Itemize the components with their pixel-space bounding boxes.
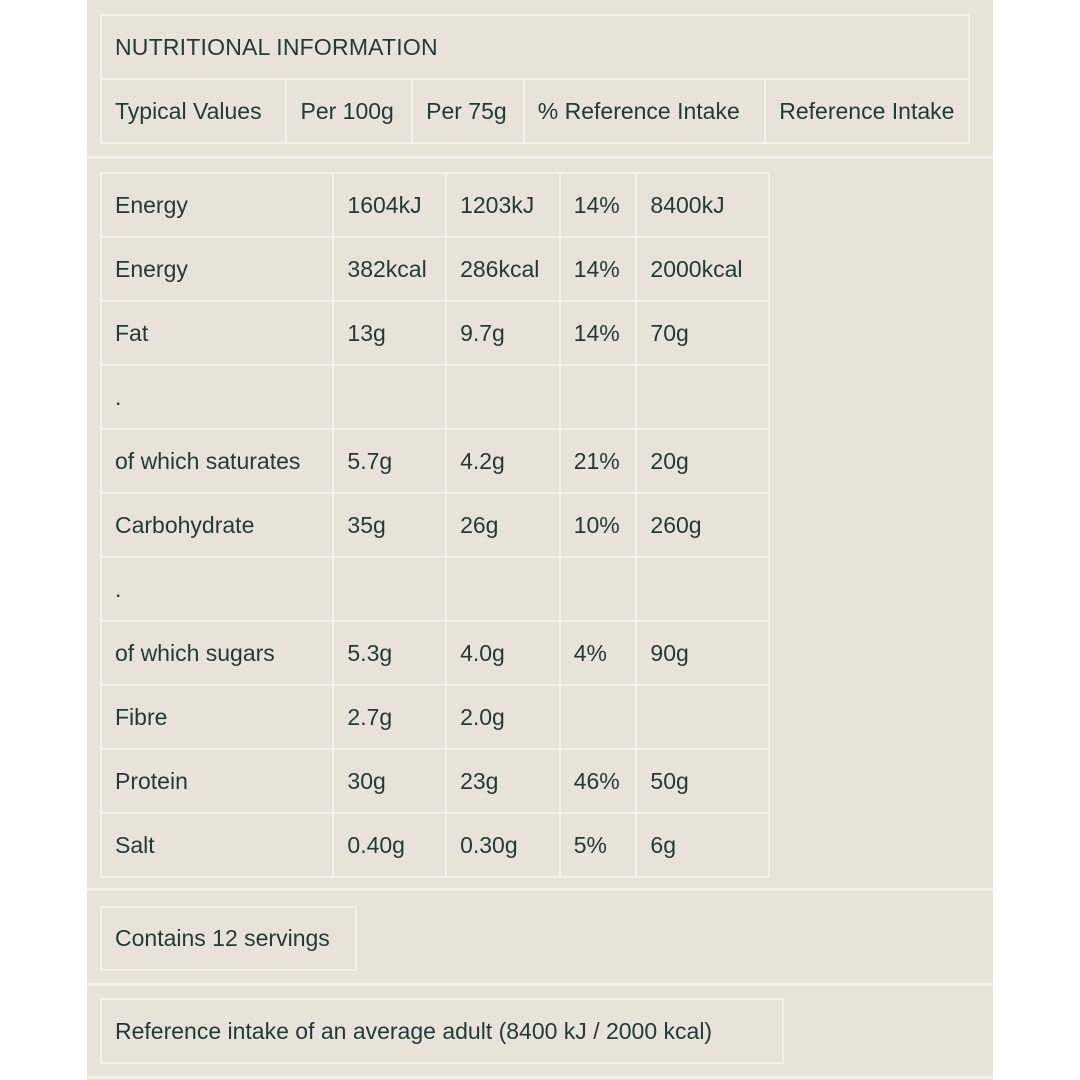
nutrient-name: . [101,557,333,621]
value-reference-intake: 8400kJ [636,173,769,237]
value-per-75g: 286kcal [446,237,560,301]
value-per-100g: 35g [333,493,446,557]
value-per-100g: 5.3g [333,621,446,685]
col-header-typical-values: Typical Values [101,79,286,143]
table-row [101,173,769,237]
table-row [101,685,769,749]
value-pct-reference-intake: 5% [560,813,637,877]
value-per-100g: 382kcal [333,237,446,301]
section-divider [87,1076,993,1079]
nutrient-name: Energy [101,237,333,301]
nutrient-name: Fibre [101,685,333,749]
value-pct-reference-intake: 21% [560,429,637,493]
col-header-pct-reference-intake: % Reference Intake [524,79,765,143]
value-per-75g: 1203kJ [446,173,560,237]
servings-note [100,906,357,971]
nutrient-name: Protein [101,749,333,813]
value-pct-reference-intake [560,685,637,749]
value-per-100g [333,365,446,429]
value-per-100g [333,557,446,621]
value-per-75g: 23g [446,749,560,813]
value-pct-reference-intake: 14% [560,237,637,301]
value-per-75g: 2.0g [446,685,560,749]
value-per-100g: 30g [333,749,446,813]
table-row [101,557,769,621]
nutrient-name: Energy [101,173,333,237]
nutrient-name: Fat [101,301,333,365]
title-row [101,15,969,79]
table-row [101,621,769,685]
value-reference-intake [636,685,769,749]
col-header-per-100g: Per 100g [286,79,412,143]
value-per-100g: 2.7g [333,685,446,749]
section-divider [87,983,993,986]
value-pct-reference-intake [560,557,637,621]
column-header-row [101,79,969,143]
value-pct-reference-intake: 4% [560,621,637,685]
value-pct-reference-intake: 14% [560,301,637,365]
value-reference-intake [636,365,769,429]
nutrition-header-table [100,14,970,144]
nutrition-panel [87,0,993,1080]
nutrient-name: Salt [101,813,333,877]
table-row [101,749,769,813]
value-reference-intake [636,557,769,621]
section-divider [87,888,993,891]
table-row [101,813,769,877]
table-title: NUTRITIONAL INFORMATION [101,15,969,79]
value-per-100g: 13g [333,301,446,365]
nutrient-name: . [101,365,333,429]
value-pct-reference-intake [560,365,637,429]
nutrient-name: of which sugars [101,621,333,685]
value-reference-intake: 90g [636,621,769,685]
value-per-100g: 0.40g [333,813,446,877]
table-row [101,301,769,365]
servings-text: Contains 12 servings [115,925,330,951]
value-per-75g [446,557,560,621]
value-reference-intake: 50g [636,749,769,813]
nutrient-name: of which saturates [101,429,333,493]
reference-intake-note [100,998,784,1064]
value-pct-reference-intake: 14% [560,173,637,237]
value-reference-intake: 2000kcal [636,237,769,301]
value-reference-intake: 260g [636,493,769,557]
value-per-75g: 4.0g [446,621,560,685]
value-reference-intake: 70g [636,301,769,365]
table-row [101,365,769,429]
value-per-75g [446,365,560,429]
nutrient-name: Carbohydrate [101,493,333,557]
value-per-75g: 9.7g [446,301,560,365]
table-row [101,429,769,493]
col-header-reference-intake: Reference Intake [765,79,969,143]
value-pct-reference-intake: 46% [560,749,637,813]
table-row [101,493,769,557]
value-per-75g: 4.2g [446,429,560,493]
col-header-per-75g: Per 75g [412,79,524,143]
nutrition-values-table [100,172,770,878]
reference-intake-text: Reference intake of an average adult (8400 kJ / 2000 kcal) [115,1017,713,1044]
section-divider [87,156,993,159]
value-per-75g: 26g [446,493,560,557]
value-per-100g: 5.7g [333,429,446,493]
table-row [101,237,769,301]
value-per-100g: 1604kJ [333,173,446,237]
value-reference-intake: 20g [636,429,769,493]
value-pct-reference-intake: 10% [560,493,637,557]
value-per-75g: 0.30g [446,813,560,877]
value-reference-intake: 6g [636,813,769,877]
